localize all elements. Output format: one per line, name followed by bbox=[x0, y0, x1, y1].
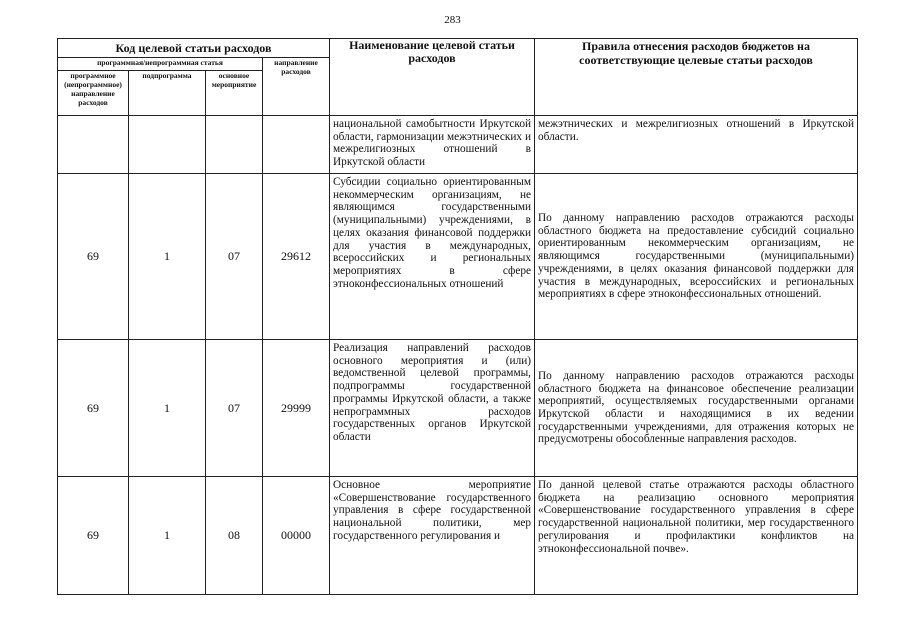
name-cell: национальной самобытности Иркутской области, гармонизации межэтнических и межрелигиозных отношений в Иркутской области bbox=[330, 116, 535, 174]
main-event-cell: 07 bbox=[206, 340, 263, 477]
direction-cell: 00000 bbox=[263, 477, 330, 595]
subprogram-cell: 1 bbox=[129, 477, 206, 595]
name-cell: Реализация направлений расходов основного мероприятия и (или) ведомственной целевой программы, подпрограммы государственной программы Иркутской области, а также непрограммных расходов государственных органов Иркутской области bbox=[330, 340, 535, 477]
program-cell: 69 bbox=[58, 174, 129, 340]
name-column-header: Наименование целевой статьи расходов bbox=[330, 39, 535, 116]
rule-cell: По данному направлению расходов отражаются расходы областного бюджета на предоставление субсидий социально ориентированным некоммерческим организациям, не являющимся государственными (муниципальными) учреждениями, в целях оказания финансовой поддержки для участия в международных, всероссийских и региональных мероприятиях в сфере этноконфессиональных отношений. bbox=[535, 174, 858, 340]
direction-cell bbox=[263, 116, 330, 174]
header-row-1 bbox=[58, 39, 858, 58]
rule-cell: По данной целевой статье отражаются расходы областного бюджета на реализацию основного мероприятия «Совершенствование государственного управления в сфере государственной национальной политики, мер государственного регулирования и профилактики конфликтов на этноконфессиональной почве». bbox=[535, 477, 858, 595]
main-event-cell: 07 bbox=[206, 174, 263, 340]
subprogram-column-header: подпрограмма bbox=[129, 71, 206, 116]
program-cell: 69 bbox=[58, 477, 129, 595]
subprogram-cell: 1 bbox=[129, 174, 206, 340]
table-row bbox=[58, 340, 858, 477]
page-number: 283 bbox=[444, 14, 461, 26]
direction-cell: 29612 bbox=[263, 174, 330, 340]
subprogram-cell: 1 bbox=[129, 340, 206, 477]
direction-column-header: направление расходов bbox=[263, 58, 330, 116]
direction-cell: 29999 bbox=[263, 340, 330, 477]
subprogram-cell bbox=[129, 116, 206, 174]
program-cell bbox=[58, 116, 129, 174]
main-event-column-header: основное мероприятие bbox=[206, 71, 263, 116]
program-column-header: программное (непрограммное) направление расходов bbox=[58, 71, 129, 116]
program-cell: 69 bbox=[58, 340, 129, 477]
table-row bbox=[58, 174, 858, 340]
program-group-header: программная/непрограммная статья bbox=[58, 58, 263, 71]
main-event-cell: 08 bbox=[206, 477, 263, 595]
table-row bbox=[58, 116, 858, 174]
rule-cell: межэтнических и межрелигиозных отношений в Иркутской области. bbox=[535, 116, 858, 174]
main-event-cell bbox=[206, 116, 263, 174]
budget-table bbox=[57, 38, 858, 595]
rules-column-header: Правила отнесения расходов бюджетов на соответствующие целевые статьи расходов bbox=[535, 39, 858, 116]
table-row bbox=[58, 477, 858, 595]
name-cell: Субсидии социально ориентированным некоммерческим организациям, не являющимся государственными (муниципальными) учреждениями, в целях оказания финансовой поддержки для участия в международных, всероссийских и региональных мероприятиях в сфере этноконфессиональных отношений bbox=[330, 174, 535, 340]
code-title: Код целевой статьи расходов bbox=[58, 39, 330, 58]
name-cell: Основное мероприятие «Совершенствование государственного управления в сфере государственной национальной политики, мер государственного регулирования и bbox=[330, 477, 535, 595]
rule-cell: По данному направлению расходов отражаются расходы областного бюджета на финансовое обеспечение реализации мероприятий, осуществляемых государственными органами Иркутской области и находящимися в их ведении государственными учреждениями, для отражения которых не предусмотрены обособленные направления расходов. bbox=[535, 340, 858, 477]
